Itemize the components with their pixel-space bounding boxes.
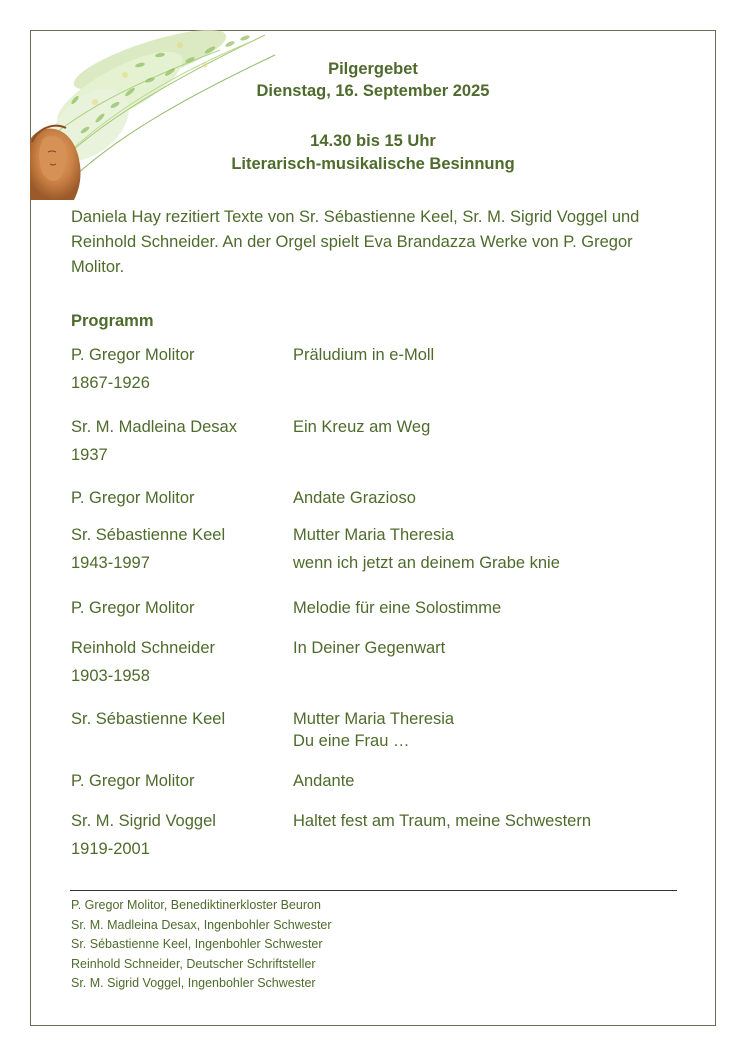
composer-name: P. Gregor Molitor (71, 599, 195, 617)
work-title: Andante (293, 772, 355, 790)
event-title: Pilgergebet (328, 60, 418, 78)
event-time: 14.30 bis 15 Uhr (310, 132, 436, 150)
event-subtitle: Literarisch-musikalische Besinnung (231, 155, 515, 173)
composer-years: 1919-2001 (71, 840, 150, 858)
composer-years: 1867-1926 (71, 374, 150, 392)
composer-name: Sr. M. Sigrid Voggel (71, 812, 216, 830)
footnote-item: P. Gregor Molitor, Benediktinerkloster Beuron (71, 898, 321, 912)
composer-name: P. Gregor Molitor (71, 346, 195, 364)
event-date: Dienstag, 16. September 2025 (256, 82, 490, 100)
work-subtitle: Du eine Frau … (293, 732, 410, 750)
composer-years: 1903-1958 (71, 667, 150, 685)
program-heading: Programm (71, 312, 154, 330)
work-title: Mutter Maria Theresia (293, 526, 455, 544)
footnote-item: Reinhold Schneider, Deutscher Schriftsteller (71, 956, 316, 971)
composer-name: P. Gregor Molitor (71, 772, 195, 790)
composer-years: 1943-1997 (71, 554, 150, 572)
composer-name: P. Gregor Molitor (71, 489, 195, 507)
composer-name: Sr. M. Madleina Desax (71, 418, 237, 436)
footnote-divider (70, 890, 677, 891)
work-title: Mutter Maria Theresia (293, 710, 455, 728)
footnote-item: Sr. M. Madleina Desax, Ingenbohler Schwester (71, 917, 332, 932)
composer-years: 1937 (71, 446, 108, 464)
composer-name: Sr. Sébastienne Keel (71, 526, 226, 544)
footnotes (71, 896, 332, 994)
work-title: Melodie für eine Solostimme (293, 599, 502, 617)
work-title: Ein Kreuz am Weg (293, 418, 431, 436)
footnote-item: Sr. M. Sigrid Voggel, Ingenbohler Schwester (71, 976, 316, 990)
intro-paragraph: Daniela Hay rezitiert Texte von Sr. Sébastienne Keel, Sr. M. Sigrid Voggel und Reinhold Schneider. An der Orgel spielt Eva Brandazza Werke von P. Gregor Molitor. (71, 208, 640, 276)
footnote-item: Sr. Sébastienne Keel, Ingenbohler Schwester (71, 937, 323, 951)
work-title: In Deiner Gegenwart (293, 639, 446, 657)
composer-name: Sr. Sébastienne Keel (71, 710, 226, 728)
work-title: Haltet fest am Traum, meine Schwestern (293, 812, 592, 830)
work-subtitle: wenn ich jetzt an deinem Grabe knie (293, 554, 560, 572)
work-title: Präludium in e-Moll (293, 346, 435, 364)
composer-name: Reinhold Schneider (71, 639, 216, 657)
work-title: Andate Grazioso (293, 489, 416, 507)
